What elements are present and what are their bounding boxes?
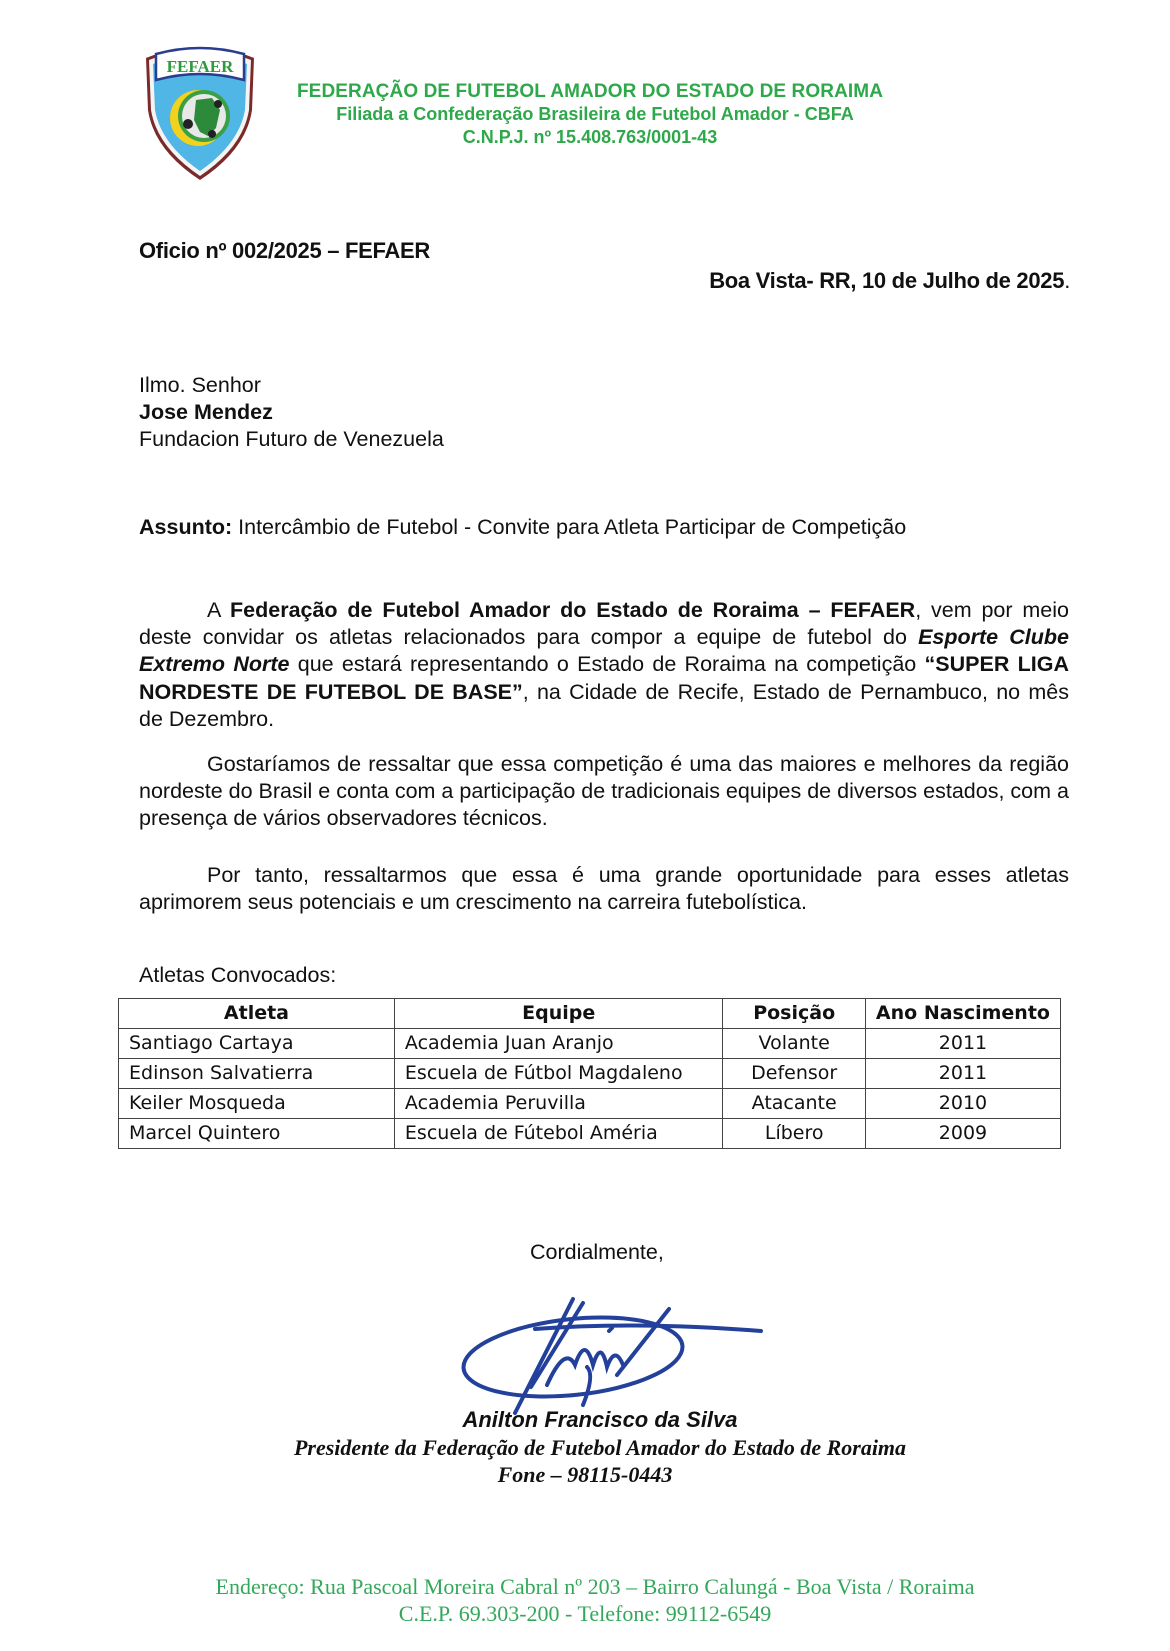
athletes-table [118, 998, 1061, 1149]
cell-team: Academia Juan Aranjo [394, 1029, 723, 1059]
fefaer-logo [138, 40, 262, 182]
athletes-label: Atletas Convocados: [139, 963, 337, 987]
cell-team: Academia Peruvilla [394, 1089, 723, 1119]
p1-club: Esporte Clube Extremo Norte [139, 625, 1070, 677]
cell-position: Defensor [723, 1059, 865, 1089]
cell-team: Escuela de Fútebol Améria [394, 1119, 723, 1149]
p1-a: A [207, 598, 231, 622]
signatory-phone: Fone – 98115-0443 [497, 1462, 673, 1487]
table-row [119, 1059, 1061, 1089]
cell-birth-year: 2011 [865, 1029, 1060, 1059]
table-header-row [119, 999, 1061, 1029]
subject-label: Assunto: [139, 515, 233, 539]
signatory-name: Anilton Francisco da Silva [462, 1407, 738, 1432]
p1-e: que estará representando o Estado de Roraima na competição [289, 652, 925, 677]
paragraph-competition [139, 751, 1069, 833]
table-row [119, 1089, 1061, 1119]
signature [455, 1295, 775, 1425]
recipient-name: Jose Mendez [139, 400, 273, 424]
cell-position: Líbero [723, 1119, 865, 1149]
p2-text: Gostaríamos de ressaltar que essa competição é uma das maiores e melhores da região nordeste do Brasil e conta com a participação de tradicionais equipes de diversos estados, com a presença de vários observadores técnicos. [139, 752, 1069, 831]
cell-athlete: Edinson Salvatierra [119, 1059, 395, 1089]
org-name: FEDERAÇÃO DE FUTEBOL AMADOR DO ESTADO DE RORAIMA [296, 81, 884, 102]
p1-c: , vem por meio deste convidar os atletas relacionados para compor a equipe de futebol do [139, 598, 1069, 650]
org-cnpj: C.N.P.J. nº 15.408.763/0001-43 [462, 127, 718, 147]
cell-athlete: Santiago Cartaya [119, 1029, 395, 1059]
footer-address: Endereço: Rua Pascoal Moreira Cabral nº 203 – Bairro Calungá - Boa Vista / Roraima [215, 1574, 975, 1599]
valediction: Cordialmente, [530, 1240, 664, 1264]
place-date-text: Boa Vista- RR, 10 de Julho de 2025 [709, 268, 1065, 293]
cell-athlete: Keiler Mosqueda [119, 1089, 395, 1119]
cell-position: Atacante [723, 1089, 865, 1119]
table-row [119, 1119, 1061, 1149]
signature-icon [455, 1295, 775, 1425]
p3-text: Por tanto, ressaltarmos que essa é uma grande oportunidade para esses atletas aprimorem seus potenciais e um crescimento na carreira futebolística. [139, 863, 1069, 915]
subject-text: Intercâmbio de Futebol - Convite para Atleta Participar de Competição [232, 515, 907, 539]
org-affiliation: Filiada a Confederação Brasileira de Futebol Amador - CBFA [336, 104, 854, 124]
col-header-birth-year: Ano Nascimento [865, 999, 1060, 1029]
subject-line [139, 514, 906, 541]
cell-athlete: Marcel Quintero [119, 1119, 395, 1149]
col-header-athlete: Atleta [119, 999, 395, 1029]
cell-team: Escuela de Fútbol Magdaleno [394, 1059, 723, 1089]
p1-org: Federação de Futebol Amador do Estado de Roraima – FEFAER [230, 598, 916, 622]
cell-position: Volante [723, 1029, 865, 1059]
footer-cep-phone: C.E.P. 69.303-200 - Telefone: 99112-6549 [398, 1601, 772, 1626]
letter-reference: Oficio nº 002/2025 – FEFAER [139, 238, 430, 263]
salutation: Ilmo. Senhor [139, 373, 261, 397]
p1-competition: “SUPER LIGA NORDESTE DE FUTEBOL DE BASE” [139, 652, 1069, 704]
shield-icon [138, 40, 262, 182]
table-row [119, 1029, 1061, 1059]
cell-birth-year: 2011 [865, 1059, 1060, 1089]
cell-birth-year: 2009 [865, 1119, 1060, 1149]
logo-text: FEFAER [166, 57, 234, 76]
place-date [709, 268, 1070, 294]
p1-g: , na Cidade de Recife, Estado de Pernambuco, no mês de Dezembro. [139, 679, 1069, 731]
cell-birth-year: 2010 [865, 1089, 1060, 1119]
paragraph-invitation [139, 597, 1069, 733]
recipient-org: Fundacion Futuro de Venezuela [139, 427, 444, 451]
signatory-title: Presidente da Federação de Futebol Amador do Estado de Roraima [293, 1435, 907, 1460]
col-header-team: Equipe [394, 999, 723, 1029]
paragraph-opportunity [139, 862, 1069, 916]
place-date-period: . [1064, 268, 1070, 293]
col-header-position: Posição [723, 999, 865, 1029]
